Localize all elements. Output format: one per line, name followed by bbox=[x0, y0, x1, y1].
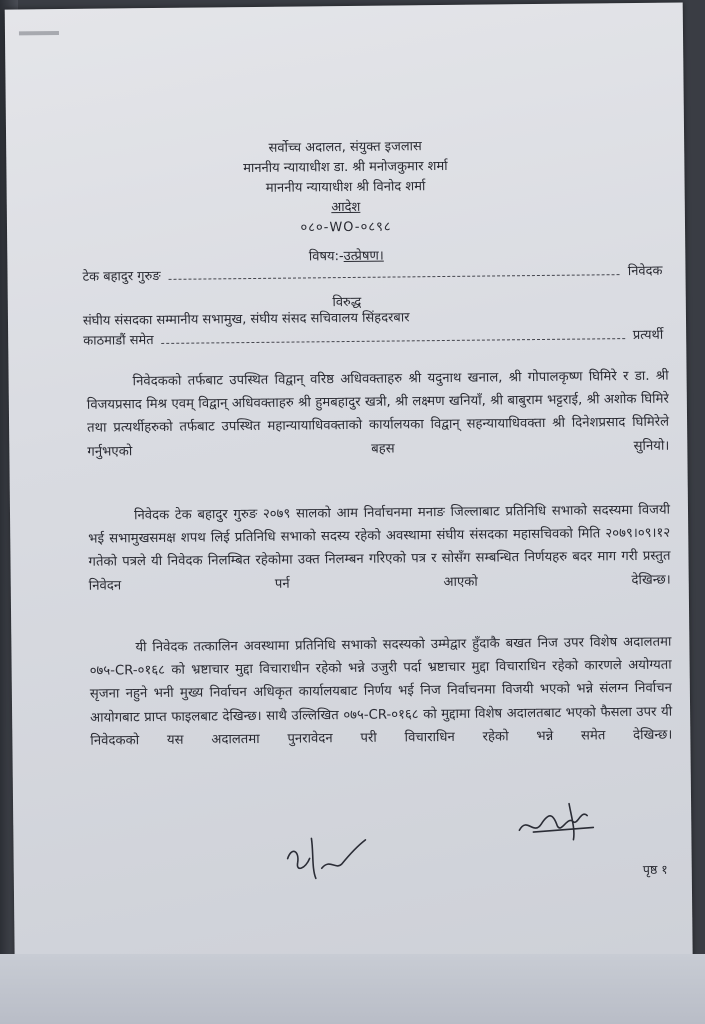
signature-left bbox=[281, 828, 372, 889]
paragraph-1: निवेदकको तर्फबाट उपस्थित विद्वान् वरिष्ठ अधिवक्ताहरु श्री यदुनाथ खनाल, श्री गोपालकृष्ण घिमिरे र डा. श्री विजयप्रसाद मिश्र एवम् विद्वान् अधिवक्ताहरु श्री हुमबहादुर खत्री, श्री लक्ष्मण खनियाँ, श्री बाबुराम भट्टराई, श्री अशोक घिमिरे तथा प्रत्यर्थीहरुको तर्फबाट उपस्थित महान्यायाधिवक्ताको कार्यालयका विद्वान् सहन्यायाधिवक्ता श्री दिनेशप्रसाद घिमिरेले गर्नुभएको बहस सुनियो। bbox=[86, 368, 670, 460]
versus-label: विरुद्ध bbox=[332, 294, 362, 311]
order-title: आदेश bbox=[331, 199, 361, 216]
photo-background-bottom bbox=[0, 954, 705, 1024]
dash-leader bbox=[162, 330, 625, 344]
respondent-role: प्रत्यर्थी bbox=[632, 327, 664, 344]
page-number: पृष्ठ १ bbox=[642, 861, 668, 877]
justice-2: माननीय न्यायाधीश श्री विनोद शर्मा bbox=[265, 179, 426, 196]
respondent-line-1: संघीय संसदका सम्मानीय सभामुख, संघीय संसद सचिवालय सिंहदरबार bbox=[82, 310, 410, 329]
petitioner-name: टेक बहादुर गुरुङ bbox=[82, 268, 161, 285]
page-smudge bbox=[19, 31, 59, 35]
paragraph-3: यी निवेदक तत्कालिन अवस्थामा प्रतिनिधि सभाको सदस्यको उम्मेद्वार हुँदाकै बखत निज उपर विशेष अदालतमा ०७५-CR-०१६८ को भ्रष्टाचार मुद्दा विचाराधीन रहेको भन्ने उजुरी पर्दा भ्रष्टाचार मुद्दा विचाराधिन रहेको कारणले अयोग्यता सृजना नहुने भनी मुख्य निर्वाचन अधिकृत कार्यालयबाट निर्णय भई निज निर्वाचनमा विजयी भएको भन्ने संलग्न निर्वाचन आयोगबाट प्राप्त फाइलबाट देखिन्छ। साथै उल्लिखित ०७५-CR-०१६८ को मुद्दामा विशेष अदालतबाट भएको फैसला उपर यी निवेदकको यस अदालतमा पुनरावेदन परी विचाराधिन रहेको भन्ने समेत देखिन्छ। bbox=[89, 634, 673, 749]
signature-right bbox=[513, 795, 604, 846]
petitioner-role: निवेदक bbox=[627, 263, 663, 280]
subject-value: उत्प्रेषण। bbox=[343, 248, 384, 265]
document-page bbox=[5, 2, 694, 1021]
respondent-row bbox=[83, 325, 663, 349]
case-number: ०८०-WO-०८९८ bbox=[300, 219, 392, 236]
paragraph-2: निवेदक टेक बहादुर गुरुङ २०७९ सालको आम निर्वाचनमा मनाङ जिल्लाबाट प्रतिनिधि सभाको सदस्यमा विजयी भई सभामुखसमक्ष शपथ लिई प्रतिनिधि सभाको सदस्य रहेको अवस्थामा संघीय संसदका महासचिवको मिति २०७९।०९।१२ गतेको पत्रले यी निवेदक निलम्बित रहेकोमा उक्त निलम्बन गरिएको पत्र र सोसँग सम्बन्धित निर्णयहरु बदर माग गरी प्रस्तुत निवेदन पर्न आएको देखिन्छ। bbox=[88, 502, 671, 594]
justice-1: माननीय न्यायाधीश डा. श्री मनोजकुमार शर्मा bbox=[243, 158, 448, 177]
subject-label: विषय:- bbox=[308, 249, 344, 265]
respondent-line-2: काठमाडौं समेत bbox=[83, 333, 154, 349]
dash-leader bbox=[169, 266, 620, 280]
bench-title: सर्वोच्च अदालत, संयुक्त इजलास bbox=[268, 139, 422, 156]
court-header bbox=[6, 134, 685, 241]
